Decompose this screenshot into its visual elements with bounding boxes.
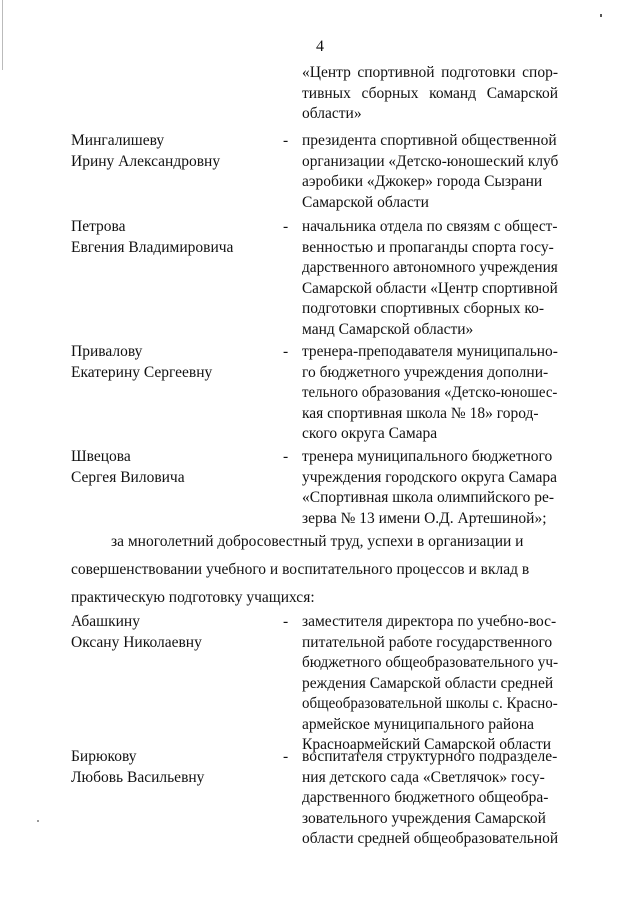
person-given-name: Оксану Николаевну: [71, 633, 202, 651]
person-name: [71, 747, 276, 788]
text-line: заместителя директора по учебно-вос-: [302, 613, 557, 630]
text-line: тренера-преподавателя муниципально-: [302, 343, 558, 360]
person-description: [302, 447, 558, 529]
person-given-name: Евгения Владимировича: [71, 238, 234, 256]
person-description: [302, 131, 558, 213]
text-line: учреждения городского округа Самара: [302, 468, 557, 486]
text-line: начальника отдела по связям с общест-: [302, 218, 558, 235]
person-given-name: Ирину Александровну: [71, 152, 221, 170]
person-name: [71, 131, 276, 172]
text-line: Самарской области: [302, 193, 429, 211]
text-line: аэробики «Джокер» города Сызрани: [302, 173, 543, 190]
person-surname: Абашкину: [71, 613, 140, 630]
text-line: венностью и пропаганды спорта госу-: [302, 238, 554, 256]
text-line: питательной работе государственного: [302, 633, 553, 651]
text-line: организации «Детско-юношеский клуб: [302, 152, 559, 170]
text-line: президента спортивной общественной: [302, 132, 557, 149]
text-line: тренера муниципального бюджетного: [302, 448, 553, 465]
person-surname: Швецова: [71, 448, 131, 465]
text-line: кая спортивная школа № 18» город-: [302, 404, 539, 422]
text-line: ского округа Самара: [302, 425, 438, 442]
entry-dash: -: [283, 448, 289, 465]
text-line: армейское муниципального района: [302, 715, 535, 733]
person-surname: Привалову: [71, 343, 143, 360]
text-line: зовательного учреждения Самарской: [302, 809, 546, 827]
person-description: [302, 342, 558, 445]
person-given-name: Любовь Васильевну: [71, 768, 205, 786]
person-description: [302, 747, 558, 850]
continuation-text: [302, 63, 558, 125]
person-surname: Бирюкову: [71, 748, 137, 765]
text-line: го бюджетного учреждения дополни-: [302, 363, 549, 381]
text-line: Красноармейский Самарской области: [302, 736, 552, 753]
person-description: [302, 612, 558, 756]
text-line: реждения Самарской области средней: [302, 674, 554, 692]
text-line: подготовки спортивных сборных ко-: [302, 300, 544, 317]
text-line: ния детского сада «Светлячок» госу-: [302, 768, 545, 786]
person-name: [71, 342, 276, 383]
person-name: [71, 447, 276, 488]
paragraph-line: практическую подготовку учащихся:: [71, 589, 315, 606]
text-line: тельного образования «Детско-юношес-: [302, 384, 558, 401]
text-line: «Спортивная школа олимпийского ре-: [302, 489, 554, 506]
award-reason-paragraph: [71, 528, 561, 612]
text-line: «Центр спортивной подготовки спор-: [302, 64, 558, 81]
text-line: воспитателя структурного подразделе-: [302, 748, 558, 765]
text-line: Самарской области «Центр спортивной: [302, 279, 558, 297]
person-given-name: Сергея Виловича: [71, 468, 185, 486]
scan-mark-top-right: [600, 14, 602, 17]
text-line: области»: [302, 105, 362, 122]
text-line: манд Самарской области»: [302, 320, 474, 338]
paragraph-line: за многолетний добросовестный труд, успехи в организации и: [111, 533, 524, 550]
person-name: [71, 612, 276, 653]
entry-dash: -: [283, 343, 289, 360]
entry-dash: -: [283, 748, 289, 765]
entry-dash: -: [283, 132, 289, 149]
text-line: тивных сборных команд Самарской: [302, 84, 558, 102]
paragraph-line: совершенствовании учебного и воспитательного процессов и вклад в: [71, 561, 530, 578]
text-line: области средней общеобразовательной: [302, 830, 559, 847]
text-line: дарственного автономного учреждения: [302, 259, 558, 276]
scan-mark-bottom-left: [37, 820, 39, 822]
entry-dash: -: [283, 613, 289, 630]
person-description: [302, 217, 558, 340]
text-line: бюджетного общеобразовательного уч-: [302, 654, 559, 671]
text-line: общеобразовательной школы с. Красно-: [302, 695, 558, 712]
text-line: дарственного бюджетного общеобра-: [302, 789, 549, 806]
person-name: [71, 217, 276, 258]
person-given-name: Екатерину Сергеевну: [71, 363, 213, 381]
scan-mark-top-left: [2, 0, 3, 70]
entry-dash: -: [283, 218, 289, 235]
person-surname: Мингалишеву: [71, 132, 165, 149]
page-number: 4: [316, 38, 324, 55]
person-surname: Петрова: [71, 218, 126, 235]
text-line: зерва № 13 имени О.Д. Артешиной»;: [302, 509, 547, 527]
